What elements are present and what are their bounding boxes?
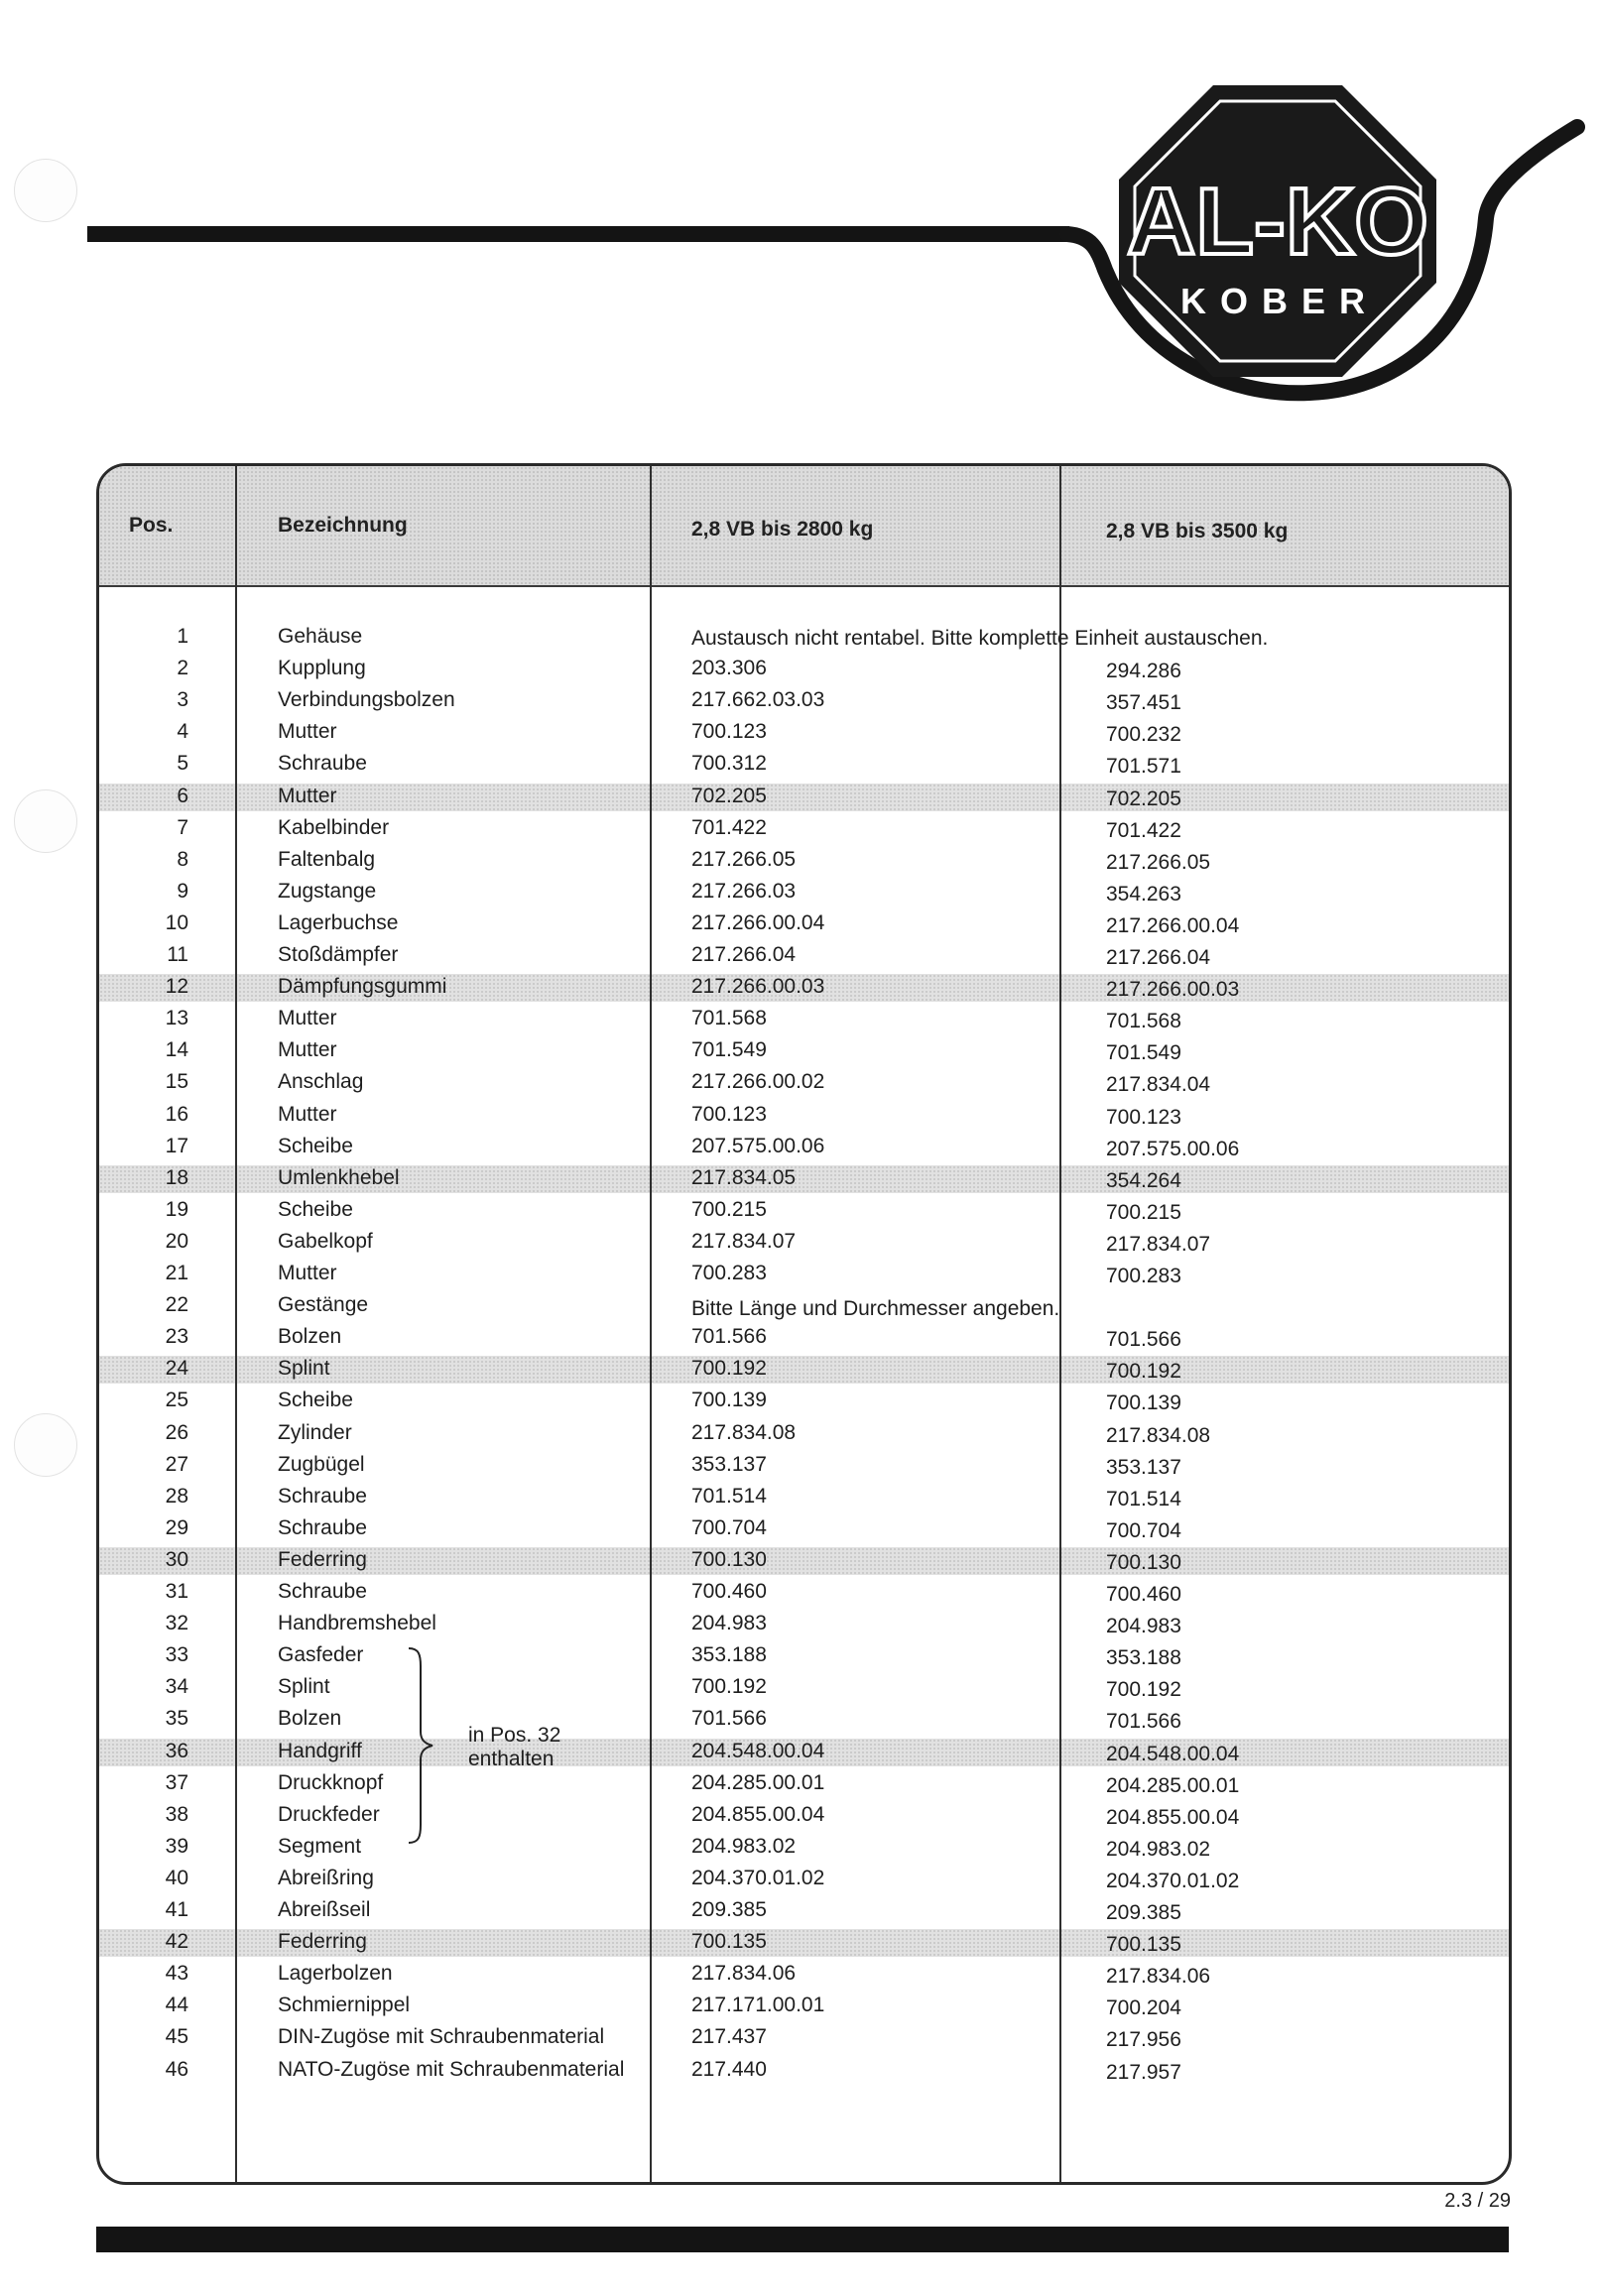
row-col1: 700.123 <box>691 1103 767 1126</box>
logo-subtitle-text: KOBER <box>1179 281 1380 321</box>
row-pos: 19 <box>165 1198 188 1221</box>
row-pos: 39 <box>165 1835 188 1858</box>
row-name: DIN-Zugöse mit Schraubenmaterial <box>278 2025 605 2048</box>
row-col2: 217.834.04 <box>1106 1073 1211 1096</box>
row-name: Gasfeder <box>278 1643 364 1666</box>
row-col1: 700.704 <box>691 1516 767 1539</box>
row-col1: 700.130 <box>691 1548 767 1571</box>
header-name: Bezeichnung <box>278 514 408 537</box>
note-row-1: Austausch nicht rentabel. Bitte komplette Einheit austauschen. <box>691 627 1269 650</box>
header-col1: 2,8 VB bis 2800 kg <box>691 518 874 541</box>
row-pos: 1 <box>177 625 188 648</box>
row-col2: 700.130 <box>1106 1551 1181 1574</box>
row-col2: 700.192 <box>1106 1360 1181 1383</box>
row-col2: 354.264 <box>1106 1169 1181 1192</box>
row-col2: 700.215 <box>1106 1201 1181 1224</box>
row-name: Schraube <box>278 752 367 775</box>
row-name: Kabelbinder <box>278 816 390 839</box>
row-col1: 700.283 <box>691 1262 767 1284</box>
row-name: Bolzen <box>278 1325 342 1348</box>
row-name: Handbremshebel <box>278 1612 436 1634</box>
row-col1: 701.566 <box>691 1325 767 1348</box>
row-col2: 204.983.02 <box>1106 1838 1211 1861</box>
column-divider <box>1059 466 1061 2182</box>
row-pos: 42 <box>165 1930 188 1953</box>
row-col1: 700.215 <box>691 1198 767 1221</box>
page-number: 2.3 / 29 <box>1444 2190 1511 2212</box>
row-pos: 45 <box>165 2025 188 2048</box>
row-col2: 207.575.00.06 <box>1106 1138 1240 1160</box>
row-col1: 217.437 <box>691 2025 767 2048</box>
row-pos: 41 <box>165 1898 188 1921</box>
row-name: Federring <box>278 1930 367 1953</box>
row-col2: 353.188 <box>1106 1646 1181 1669</box>
row-col1: 217.266.00.03 <box>691 975 825 998</box>
row-col2: 209.385 <box>1106 1901 1181 1924</box>
row-pos: 28 <box>165 1485 188 1508</box>
row-name: Umlenkhebel <box>278 1166 400 1189</box>
row-col2: 353.137 <box>1106 1456 1181 1479</box>
row-col2: 204.370.01.02 <box>1106 1870 1240 1892</box>
row-name: Mutter <box>278 1262 337 1284</box>
row-pos: 4 <box>177 720 188 743</box>
row-name: Faltenbalg <box>278 848 376 871</box>
row-name: Federring <box>278 1548 367 1571</box>
row-pos: 31 <box>165 1580 188 1603</box>
row-name: Splint <box>278 1357 330 1380</box>
row-pos: 32 <box>165 1612 188 1634</box>
row-pos: 7 <box>177 816 188 839</box>
row-pos: 27 <box>165 1453 188 1476</box>
row-name: Lagerbuchse <box>278 911 399 934</box>
row-col2: 700.139 <box>1106 1391 1181 1414</box>
row-name: Lagerbolzen <box>278 1962 393 1985</box>
row-col2: 217.957 <box>1106 2061 1181 2084</box>
row-name: Kupplung <box>278 657 366 679</box>
row-col2: 217.956 <box>1106 2028 1181 2051</box>
row-col2: 701.566 <box>1106 1710 1181 1733</box>
row-name: Scheibe <box>278 1198 353 1221</box>
row-pos: 2 <box>177 657 188 679</box>
row-name: Splint <box>278 1675 330 1698</box>
row-col2: 204.855.00.04 <box>1106 1806 1240 1829</box>
row-pos: 13 <box>165 1007 188 1029</box>
row-name: Schmiernippel <box>278 1994 411 2016</box>
row-col1: 353.188 <box>691 1643 767 1666</box>
row-col2: 217.834.07 <box>1106 1233 1211 1256</box>
row-pos: 23 <box>165 1325 188 1348</box>
row-pos: 29 <box>165 1516 188 1539</box>
row-col2: 357.451 <box>1106 691 1181 714</box>
row-name: Bolzen <box>278 1707 342 1730</box>
binder-hole-bottom <box>14 1413 77 1477</box>
row-name: Stoßdämpfer <box>278 943 399 966</box>
row-col2: 700.204 <box>1106 1996 1181 2019</box>
row-col2: 701.568 <box>1106 1010 1181 1032</box>
row-pos: 6 <box>177 785 188 807</box>
row-col1: 701.514 <box>691 1485 767 1508</box>
row-col1: 700.312 <box>691 752 767 775</box>
row-pos: 12 <box>165 975 188 998</box>
row-col2: 217.266.05 <box>1106 851 1211 874</box>
row-name: Gestänge <box>278 1293 369 1316</box>
row-pos: 18 <box>165 1166 188 1189</box>
row-col2: 294.286 <box>1106 660 1181 682</box>
row-col1: 217.266.05 <box>691 848 797 871</box>
row-col1: 203.306 <box>691 657 767 679</box>
row-name: Druckfeder <box>278 1803 380 1826</box>
row-name: Zugbügel <box>278 1453 365 1476</box>
row-name: Zugstange <box>278 880 377 903</box>
row-name: Schraube <box>278 1516 367 1539</box>
row-pos: 40 <box>165 1867 188 1889</box>
row-name: Handgriff <box>278 1740 362 1762</box>
row-col1: 204.855.00.04 <box>691 1803 825 1826</box>
row-col1: 353.137 <box>691 1453 767 1476</box>
row-col1: 207.575.00.06 <box>691 1135 825 1157</box>
row-name: Schraube <box>278 1485 367 1508</box>
note-row-22: Bitte Länge und Durchmesser angeben. <box>691 1297 1060 1320</box>
row-pos: 9 <box>177 880 188 903</box>
row-name: Gehäuse <box>278 625 363 648</box>
row-name: Mutter <box>278 1007 337 1029</box>
row-name: Mutter <box>278 785 337 807</box>
row-pos: 46 <box>165 2058 188 2081</box>
row-name: Mutter <box>278 1103 337 1126</box>
row-name: Scheibe <box>278 1389 353 1411</box>
row-col1: 700.139 <box>691 1389 767 1411</box>
row-name: Anschlag <box>278 1070 364 1093</box>
row-pos: 26 <box>165 1421 188 1444</box>
row-col2: 701.566 <box>1106 1328 1181 1351</box>
row-col2: 204.983 <box>1106 1615 1181 1637</box>
row-pos: 33 <box>165 1643 188 1666</box>
row-col2: 217.266.04 <box>1106 946 1211 969</box>
row-pos: 10 <box>165 911 188 934</box>
row-col2: 217.834.08 <box>1106 1424 1211 1447</box>
header-pos: Pos. <box>129 514 174 537</box>
parts-table <box>96 463 1512 2185</box>
row-pos: 37 <box>165 1771 188 1794</box>
row-col1: 700.123 <box>691 720 767 743</box>
row-pos: 35 <box>165 1707 188 1730</box>
brace-note-line2: enthalten <box>468 1748 555 1770</box>
header-col2: 2,8 VB bis 3500 kg <box>1106 520 1289 543</box>
brace-icon <box>407 1646 436 1845</box>
row-col1: 700.192 <box>691 1357 767 1380</box>
row-col1: 701.422 <box>691 816 767 839</box>
row-pos: 44 <box>165 1994 188 2016</box>
row-name: Scheibe <box>278 1135 353 1157</box>
column-divider <box>650 466 652 2182</box>
row-col1: 217.834.07 <box>691 1230 797 1253</box>
row-pos: 16 <box>165 1103 188 1126</box>
row-col1: 700.192 <box>691 1675 767 1698</box>
row-col1: 209.385 <box>691 1898 767 1921</box>
row-pos: 3 <box>177 688 188 711</box>
row-col2: 700.704 <box>1106 1519 1181 1542</box>
row-name: Dämpfungsgummi <box>278 975 447 998</box>
row-col2: 701.549 <box>1106 1041 1181 1064</box>
row-pos: 24 <box>165 1357 188 1380</box>
row-pos: 30 <box>165 1548 188 1571</box>
row-name: NATO-Zugöse mit Schraubenmaterial <box>278 2058 625 2081</box>
row-col2: 700.123 <box>1106 1106 1181 1129</box>
row-col2: 701.422 <box>1106 819 1181 842</box>
row-col2: 700.460 <box>1106 1583 1181 1606</box>
row-col1: 701.568 <box>691 1007 767 1029</box>
row-name: Mutter <box>278 1038 337 1061</box>
row-col2: 700.283 <box>1106 1265 1181 1287</box>
row-col2: 700.192 <box>1106 1678 1181 1701</box>
row-name: Zylinder <box>278 1421 352 1444</box>
row-name: Gabelkopf <box>278 1230 373 1253</box>
row-col1: 217.834.06 <box>691 1962 797 1985</box>
row-col1: 217.171.00.01 <box>691 1994 825 2016</box>
row-col1: 204.285.00.01 <box>691 1771 825 1794</box>
row-col1: 204.983 <box>691 1612 767 1634</box>
row-pos: 20 <box>165 1230 188 1253</box>
row-col2: 204.285.00.01 <box>1106 1774 1240 1797</box>
row-pos: 34 <box>165 1675 188 1698</box>
row-col1: 217.834.05 <box>691 1166 797 1189</box>
row-col2: 217.834.06 <box>1106 1965 1211 1988</box>
row-col2: 700.232 <box>1106 723 1181 746</box>
row-pos: 17 <box>165 1135 188 1157</box>
row-col1: 204.548.00.04 <box>691 1740 825 1762</box>
column-divider <box>235 466 237 2182</box>
row-col1: 217.266.04 <box>691 943 797 966</box>
binder-hole-middle <box>14 789 77 853</box>
logo-brand-text: AL-KO <box>1127 169 1428 275</box>
row-col1: 702.205 <box>691 785 767 807</box>
row-name: Druckknopf <box>278 1771 384 1794</box>
alko-logo <box>1109 77 1446 385</box>
row-name: Abreißseil <box>278 1898 371 1921</box>
row-col1: 217.266.03 <box>691 880 797 903</box>
row-col2: 701.571 <box>1106 755 1181 778</box>
row-name: Schraube <box>278 1580 367 1603</box>
row-col1: 701.549 <box>691 1038 767 1061</box>
row-col1: 701.566 <box>691 1707 767 1730</box>
row-col1: 700.460 <box>691 1580 767 1603</box>
row-pos: 8 <box>177 848 188 871</box>
row-name: Abreißring <box>278 1867 374 1889</box>
row-name: Mutter <box>278 720 337 743</box>
row-col1: 217.662.03.03 <box>691 688 825 711</box>
row-pos: 15 <box>165 1070 188 1093</box>
row-col2: 354.263 <box>1106 883 1181 906</box>
row-col2: 700.135 <box>1106 1933 1181 1956</box>
row-name: Verbindungsbolzen <box>278 688 455 711</box>
row-pos: 5 <box>177 752 188 775</box>
row-pos: 11 <box>167 943 188 966</box>
row-pos: 38 <box>165 1803 188 1826</box>
row-name: Segment <box>278 1835 362 1858</box>
row-col1: 217.266.00.04 <box>691 911 825 934</box>
row-col2: 702.205 <box>1106 787 1181 810</box>
row-col2: 701.514 <box>1106 1488 1181 1511</box>
row-col1: 217.266.00.02 <box>691 1070 825 1093</box>
row-col1: 204.370.01.02 <box>691 1867 825 1889</box>
row-col1: 700.135 <box>691 1930 767 1953</box>
row-col1: 204.983.02 <box>691 1835 797 1858</box>
row-col1: 217.834.08 <box>691 1421 797 1444</box>
row-col1: 217.440 <box>691 2058 767 2081</box>
row-col2: 204.548.00.04 <box>1106 1743 1240 1765</box>
row-col2: 217.266.00.04 <box>1106 914 1240 937</box>
row-pos: 43 <box>165 1962 188 1985</box>
footer-bar <box>96 2227 1509 2252</box>
row-col2: 217.266.00.03 <box>1106 978 1240 1001</box>
row-pos: 14 <box>165 1038 188 1061</box>
brace-note-line1: in Pos. 32 <box>468 1724 561 1747</box>
row-pos: 22 <box>165 1293 188 1316</box>
row-pos: 25 <box>165 1389 188 1411</box>
row-pos: 21 <box>165 1262 188 1284</box>
row-pos: 36 <box>165 1740 188 1762</box>
